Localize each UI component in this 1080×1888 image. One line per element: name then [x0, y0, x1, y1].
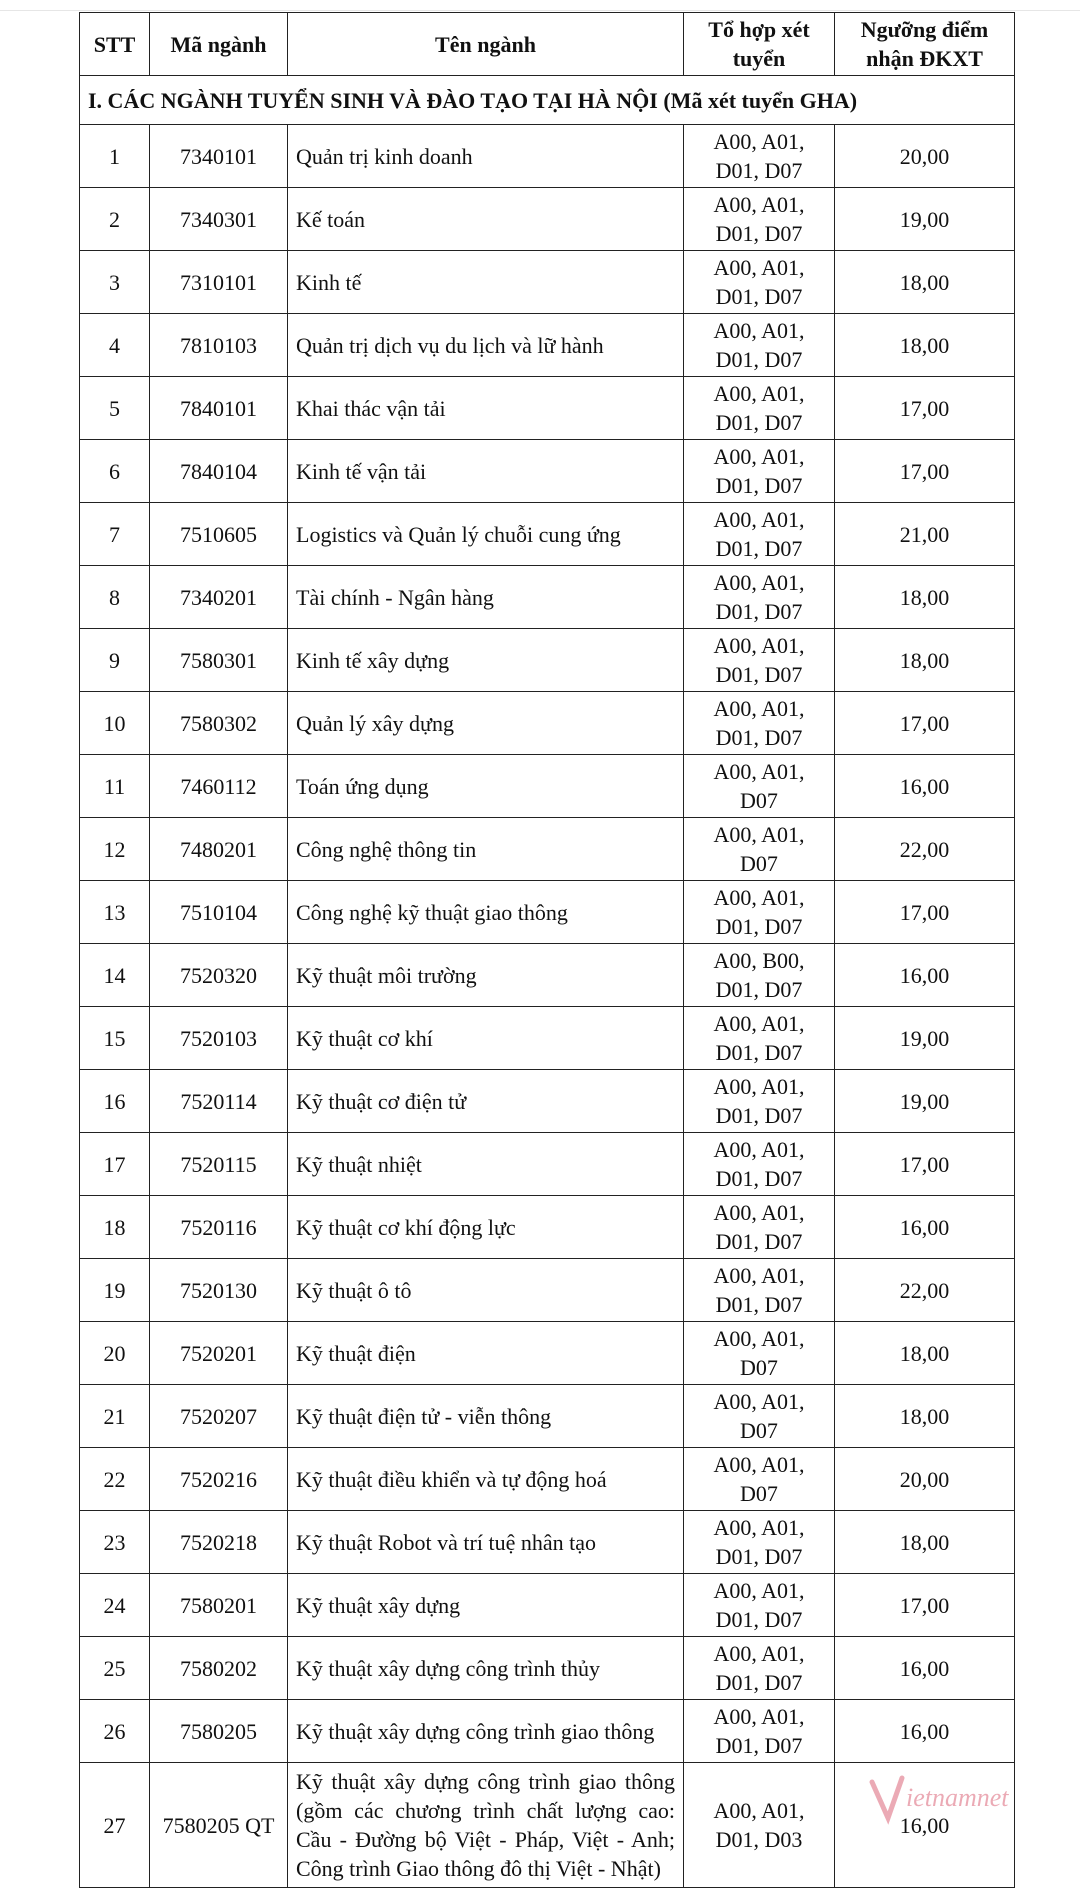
- cell-major-name: Kỹ thuật cơ điện tử: [288, 1070, 684, 1133]
- table-row: [80, 1196, 1015, 1259]
- table-row: [80, 1007, 1015, 1070]
- table-row: [80, 503, 1015, 566]
- cell-major-name: Kỹ thuật Robot và trí tuệ nhân tạo: [288, 1511, 684, 1574]
- cell-score-threshold: 19,00: [835, 1007, 1015, 1070]
- cell-subject-combo: A00, A01, D07: [684, 755, 835, 818]
- cell-major-name: Kỹ thuật cơ khí: [288, 1007, 684, 1070]
- cell-score-threshold: 18,00: [835, 314, 1015, 377]
- section-title: I. CÁC NGÀNH TUYỂN SINH VÀ ĐÀO TẠO TẠI HÀ NỘI (Mã xét tuyển GHA): [80, 76, 1015, 125]
- cell-stt: 4: [80, 314, 150, 377]
- cell-stt: 9: [80, 629, 150, 692]
- cell-stt: 8: [80, 566, 150, 629]
- cell-stt: 5: [80, 377, 150, 440]
- cell-score-threshold: 20,00: [835, 125, 1015, 188]
- cell-major-name: Kỹ thuật nhiệt: [288, 1133, 684, 1196]
- table-row: [80, 1574, 1015, 1637]
- cell-score-threshold: 18,00: [835, 566, 1015, 629]
- cell-score-threshold: 18,00: [835, 629, 1015, 692]
- cell-major-code: 7520103: [150, 1007, 288, 1070]
- cell-stt: 26: [80, 1700, 150, 1763]
- cell-major-name: Kinh tế: [288, 251, 684, 314]
- cell-major-code: 7460112: [150, 755, 288, 818]
- cell-subject-combo: A00, A01, D01, D07: [684, 1196, 835, 1259]
- cell-subject-combo: A00, A01, D01, D03: [684, 1763, 835, 1888]
- cell-major-code: 7510104: [150, 881, 288, 944]
- cell-major-code: 7520114: [150, 1070, 288, 1133]
- cell-score-threshold: 16,00: [835, 944, 1015, 1007]
- table-row: [80, 1448, 1015, 1511]
- cell-major-name: Kỹ thuật điều khiển và tự động hoá: [288, 1448, 684, 1511]
- table-row: [80, 692, 1015, 755]
- cell-stt: 16: [80, 1070, 150, 1133]
- cell-subject-combo: A00, A01, D01, D07: [684, 377, 835, 440]
- cell-score-threshold: 17,00: [835, 1133, 1015, 1196]
- cell-major-code: 7520218: [150, 1511, 288, 1574]
- table-row: [80, 1637, 1015, 1700]
- cell-score-threshold: 16,00: [835, 1700, 1015, 1763]
- cell-major-name: Kinh tế vận tải: [288, 440, 684, 503]
- header-major-code: Mã ngành: [150, 13, 288, 76]
- cell-stt: 2: [80, 188, 150, 251]
- cell-stt: 12: [80, 818, 150, 881]
- cell-major-code: 7580302: [150, 692, 288, 755]
- cell-major-name: Công nghệ kỹ thuật giao thông: [288, 881, 684, 944]
- cell-major-name: Công nghệ thông tin: [288, 818, 684, 881]
- cell-stt: 27: [80, 1763, 150, 1888]
- cell-stt: 11: [80, 755, 150, 818]
- header-row: [80, 13, 1015, 76]
- cell-stt: 22: [80, 1448, 150, 1511]
- cell-major-code: 7340101: [150, 125, 288, 188]
- table-row: [80, 440, 1015, 503]
- header-stt: STT: [80, 13, 150, 76]
- cell-major-name: Quản trị kinh doanh: [288, 125, 684, 188]
- table-row: [80, 1385, 1015, 1448]
- cell-score-threshold: 18,00: [835, 1322, 1015, 1385]
- cell-stt: 3: [80, 251, 150, 314]
- cell-major-code: 7310101: [150, 251, 288, 314]
- svg-text:ietnamnet: ietnamnet: [906, 1783, 1009, 1812]
- cell-major-name: Tài chính - Ngân hàng: [288, 566, 684, 629]
- cell-major-code: 7340201: [150, 566, 288, 629]
- table-row: [80, 1700, 1015, 1763]
- cell-score-threshold: 19,00: [835, 188, 1015, 251]
- cell-subject-combo: A00, A01, D01, D07: [684, 629, 835, 692]
- table-row: [80, 125, 1015, 188]
- cell-major-code: 7520130: [150, 1259, 288, 1322]
- cell-stt: 10: [80, 692, 150, 755]
- cell-subject-combo: A00, A01, D01, D07: [684, 1070, 835, 1133]
- cell-subject-combo: A00, A01, D01, D07: [684, 1574, 835, 1637]
- cell-score-threshold: 17,00: [835, 440, 1015, 503]
- table-row: [80, 251, 1015, 314]
- table-row: [80, 944, 1015, 1007]
- cell-stt: 14: [80, 944, 150, 1007]
- cell-subject-combo: A00, A01, D01, D07: [684, 1700, 835, 1763]
- table-row: [80, 629, 1015, 692]
- cell-major-name: Kỹ thuật xây dựng: [288, 1574, 684, 1637]
- cell-score-threshold: 22,00: [835, 1259, 1015, 1322]
- cell-subject-combo: A00, A01, D07: [684, 1448, 835, 1511]
- cell-stt: 13: [80, 881, 150, 944]
- cell-subject-combo: A00, A01, D01, D07: [684, 125, 835, 188]
- cell-score-threshold: 18,00: [835, 1511, 1015, 1574]
- header-major-name: Tên ngành: [288, 13, 684, 76]
- cell-major-code: 7520201: [150, 1322, 288, 1385]
- cell-stt: 25: [80, 1637, 150, 1700]
- table-row: [80, 314, 1015, 377]
- cell-stt: 21: [80, 1385, 150, 1448]
- table-row: [80, 1511, 1015, 1574]
- cell-subject-combo: A00, A01, D01, D07: [684, 692, 835, 755]
- cell-score-threshold: 22,00: [835, 818, 1015, 881]
- table-row: [80, 188, 1015, 251]
- table-row: [80, 377, 1015, 440]
- table-row: [80, 818, 1015, 881]
- cell-subject-combo: A00, A01, D01, D07: [684, 251, 835, 314]
- cell-subject-combo: A00, B00, D01, D07: [684, 944, 835, 1007]
- cell-major-code: 7520116: [150, 1196, 288, 1259]
- cell-stt: 15: [80, 1007, 150, 1070]
- page-top-edge: [0, 0, 1080, 11]
- cell-score-threshold: 17,00: [835, 1574, 1015, 1637]
- cell-score-threshold: 18,00: [835, 1385, 1015, 1448]
- cell-major-name: Kỹ thuật xây dựng công trình giao thông: [288, 1700, 684, 1763]
- table-row: [80, 755, 1015, 818]
- cell-major-code: 7520207: [150, 1385, 288, 1448]
- table-row: [80, 881, 1015, 944]
- table-row: [80, 1070, 1015, 1133]
- header-subject-combo: Tổ hợp xét tuyển: [684, 13, 835, 76]
- cell-major-name: Kỹ thuật xây dựng công trình thủy: [288, 1637, 684, 1700]
- cell-subject-combo: A00, A01, D01, D07: [684, 188, 835, 251]
- cell-subject-combo: A00, A01, D01, D07: [684, 1259, 835, 1322]
- cell-subject-combo: A00, A01, D01, D07: [684, 1637, 835, 1700]
- cell-major-code: 7840104: [150, 440, 288, 503]
- cell-major-name: Kỹ thuật điện: [288, 1322, 684, 1385]
- cell-major-name: Kỹ thuật ô tô: [288, 1259, 684, 1322]
- cell-stt: 23: [80, 1511, 150, 1574]
- cell-score-threshold: 16,00: [835, 1763, 1015, 1888]
- cell-stt: 1: [80, 125, 150, 188]
- cell-score-threshold: 16,00: [835, 1196, 1015, 1259]
- table-row: [80, 1133, 1015, 1196]
- cell-score-threshold: 20,00: [835, 1448, 1015, 1511]
- cell-stt: 20: [80, 1322, 150, 1385]
- cell-score-threshold: 18,00: [835, 251, 1015, 314]
- cell-stt: 17: [80, 1133, 150, 1196]
- cell-major-name: Quản lý xây dựng: [288, 692, 684, 755]
- cell-major-code: 7510605: [150, 503, 288, 566]
- admission-table: [79, 12, 1015, 1888]
- cell-major-name: Kinh tế xây dựng: [288, 629, 684, 692]
- cell-subject-combo: A00, A01, D01, D07: [684, 314, 835, 377]
- cell-major-code: 7580205: [150, 1700, 288, 1763]
- cell-stt: 6: [80, 440, 150, 503]
- table-row: [80, 1322, 1015, 1385]
- cell-major-code: 7520216: [150, 1448, 288, 1511]
- cell-major-name: Toán ứng dụng: [288, 755, 684, 818]
- cell-score-threshold: 17,00: [835, 692, 1015, 755]
- cell-score-threshold: 17,00: [835, 377, 1015, 440]
- cell-major-code: 7520320: [150, 944, 288, 1007]
- cell-subject-combo: A00, A01, D07: [684, 1322, 835, 1385]
- cell-major-code: 7520115: [150, 1133, 288, 1196]
- cell-stt: 24: [80, 1574, 150, 1637]
- cell-major-name: Kỹ thuật xây dựng công trình giao thông (gồm các chương trình chất lượng cao: Cầu - Đường bộ Việt - Pháp, Việt - Anh; Công trình Giao thông đô thị Việt - Nhật): [288, 1763, 684, 1888]
- cell-subject-combo: A00, A01, D01, D07: [684, 881, 835, 944]
- header-score-threshold: Ngưỡng điểm nhận ĐKXT: [835, 13, 1015, 76]
- cell-major-code: 7580201: [150, 1574, 288, 1637]
- cell-score-threshold: 16,00: [835, 1637, 1015, 1700]
- cell-major-name: Kỹ thuật môi trường: [288, 944, 684, 1007]
- cell-major-code: 7580205 QT: [150, 1763, 288, 1888]
- cell-major-name: Kế toán: [288, 188, 684, 251]
- section-row: [80, 76, 1015, 125]
- cell-major-name: Khai thác vận tải: [288, 377, 684, 440]
- cell-subject-combo: A00, A01, D01, D07: [684, 1511, 835, 1574]
- cell-major-name: Kỹ thuật cơ khí động lực: [288, 1196, 684, 1259]
- cell-subject-combo: A00, A01, D01, D07: [684, 566, 835, 629]
- table-row: [80, 1763, 1015, 1888]
- cell-major-code: 7580301: [150, 629, 288, 692]
- table-row: [80, 1259, 1015, 1322]
- cell-score-threshold: 17,00: [835, 881, 1015, 944]
- cell-score-threshold: 19,00: [835, 1070, 1015, 1133]
- cell-subject-combo: A00, A01, D07: [684, 818, 835, 881]
- cell-major-code: 7340301: [150, 188, 288, 251]
- cell-subject-combo: A00, A01, D01, D07: [684, 440, 835, 503]
- cell-stt: 19: [80, 1259, 150, 1322]
- cell-subject-combo: A00, A01, D01, D07: [684, 503, 835, 566]
- cell-major-code: 7480201: [150, 818, 288, 881]
- cell-major-name: Logistics và Quản lý chuỗi cung ứng: [288, 503, 684, 566]
- cell-score-threshold: 21,00: [835, 503, 1015, 566]
- cell-major-code: 7840101: [150, 377, 288, 440]
- cell-stt: 7: [80, 503, 150, 566]
- cell-score-threshold: 16,00: [835, 755, 1015, 818]
- cell-stt: 18: [80, 1196, 150, 1259]
- cell-subject-combo: A00, A01, D01, D07: [684, 1133, 835, 1196]
- cell-major-name: Quản trị dịch vụ du lịch và lữ hành: [288, 314, 684, 377]
- cell-subject-combo: A00, A01, D07: [684, 1385, 835, 1448]
- cell-major-code: 7810103: [150, 314, 288, 377]
- cell-major-code: 7580202: [150, 1637, 288, 1700]
- cell-major-name: Kỹ thuật điện tử - viễn thông: [288, 1385, 684, 1448]
- table-row: [80, 566, 1015, 629]
- cell-subject-combo: A00, A01, D01, D07: [684, 1007, 835, 1070]
